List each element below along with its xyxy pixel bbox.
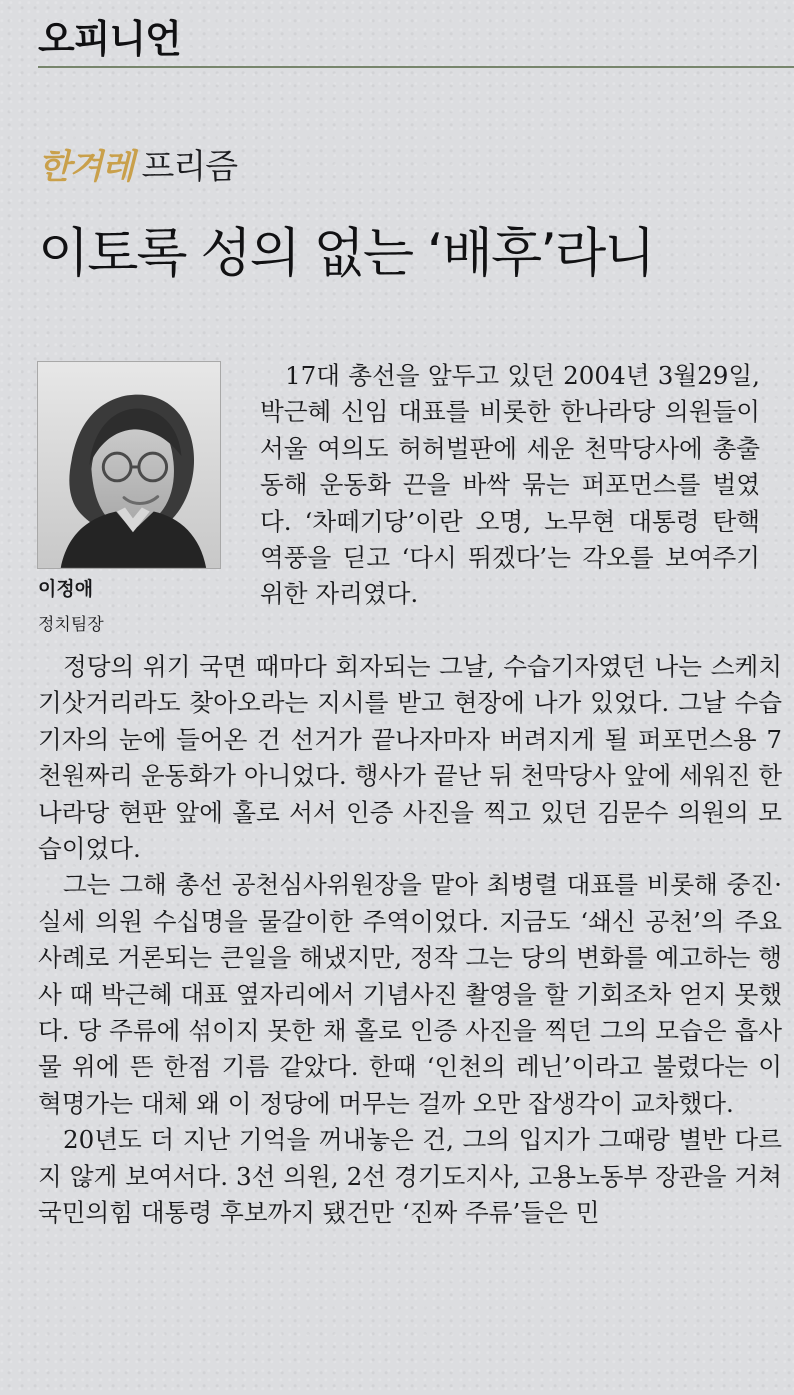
article-paragraph: 그는 그해 총선 공천심사위원장을 맡아 최병렬 대표를 비롯해 중진·실세 의원 수십명을 물갈이한 주역이었다. 지금도 ‘쇄신 공천’의 주요 사례로 거론되는 큰일을 해냈지만, 정작 그는 당의 변화를 예고하는 행사 때 박근혜 대표 옆자리에서 기념사진 촬영을 할 기회조차 얻지 못했다. 당 주류에 섞이지 못한 채 홀로 인증 사진을 찍던 그의 모습은 흡사 물 위에 뜬 한점 기름 같았다. 한때 ‘인천의 레닌’이라고 불렸다는 이 혁명가는 대체 왜 이 정당에 머무는 걸까 오만 잡생각이 교차했다.	[38, 870, 782, 1118]
author-role: 정치팀장	[38, 615, 104, 635]
column-brand: 한겨레	[38, 147, 134, 187]
column-kicker	[38, 147, 238, 187]
author-name: 이정애	[38, 578, 94, 600]
article-body-top	[260, 358, 760, 613]
article-paragraph: 정당의 위기 국면 때마다 회자되는 그날, 수습기자였던 나는 스케치 기삿거리라도 찾아오라는 지시를 받고 현장에 나가 있었다. 그날 수습기자의 눈에 들어온 건 선거가 끝나자마자 버려지게 될 퍼포먼스용 7천원짜리 운동화가 아니었다. 행사가 끝난 뒤 천막당사 앞에 세워진 한나라당 현판 앞에 홀로 서서 인증 사진을 찍고 있던 김문수 의원의 모습이었다.	[38, 652, 782, 864]
section-divider	[38, 66, 794, 68]
column-name: 프리즘	[141, 147, 238, 187]
article-paragraph: 17대 총선을 앞두고 있던 2004년 3월29일, 박근혜 신임 대표를 비롯한 한나라당 의원들이 서울 여의도 허허벌판에 세운 천막당사에 총출동해 운동화 끈을 바싹 묶는 퍼포먼스를 벌였다. ‘차떼기당’이란 오명, 노무현 대통령 탄핵 역풍을 딛고 ‘다시 뛰겠다’는 각오를 보여주기 위한 자리였다.	[260, 361, 760, 609]
section-title: 오피니언	[38, 17, 181, 61]
article-paragraph: 20년도 더 지난 기억을 꺼내놓은 건, 그의 입지가 그때랑 별반 다르지 않게 보여서다. 3선 의원, 2선 경기도지사, 고용노동부 장관을 거쳐 국민의힘 대통령 후보까지 됐건만 ‘진짜 주류’들은 민	[38, 1125, 782, 1228]
article-body-main	[38, 649, 782, 1232]
article-headline: 이토록 성의 없는 ‘배후’라니	[38, 223, 654, 284]
author-photo	[37, 361, 221, 569]
